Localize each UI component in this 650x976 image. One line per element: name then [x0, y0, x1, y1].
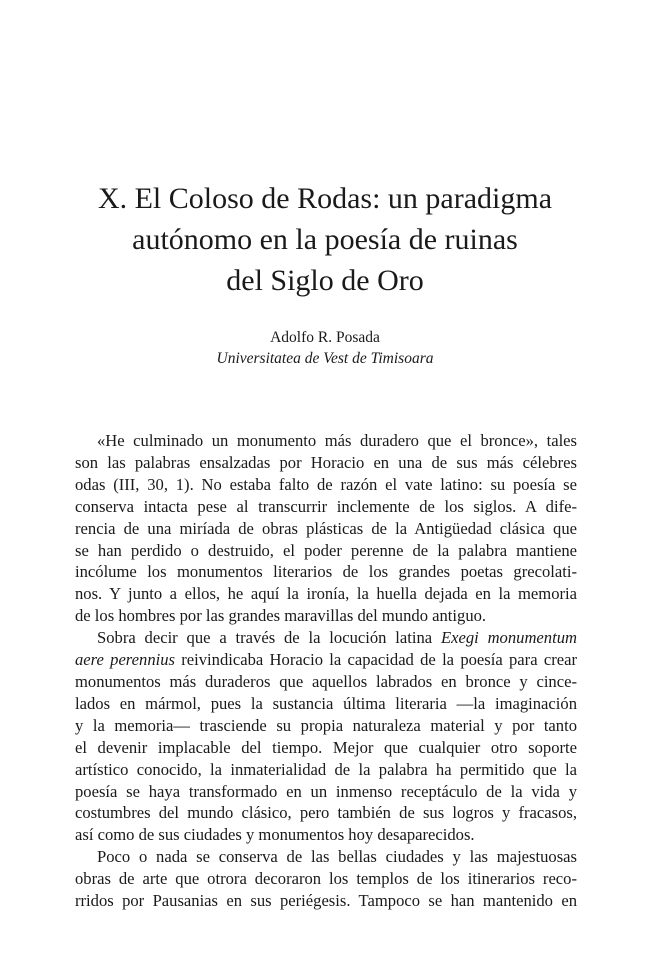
chapter-title — [40, 178, 610, 301]
text-line: lados en mármol, pues la sustancia última literaria —la imaginación — [75, 693, 577, 713]
paragraph-3 — [75, 846, 577, 912]
latin-phrase: Exegi monumentum — [440, 628, 577, 648]
text-line: odas (III, 30, 1). No estaba falto de razón el vate latino: su poesía se — [75, 474, 577, 494]
text-line: Poco o nada se conserva de las bellas ciudades y las majestuosas — [97, 847, 577, 867]
text-line: nos. Y junto a ellos, he aquí la ironía, la huella dejada en la memoria — [75, 584, 577, 604]
text-line: de los hombres por las grandes maravillas del mundo antiguo. — [75, 606, 487, 626]
text-line: obras de arte que otrora decoraron los templos de los itinerarios reco- — [75, 869, 577, 889]
chapter-title-line: X. El Coloso de Rodas: un paradigma — [97, 182, 553, 215]
text-line — [75, 627, 577, 649]
text-line: y la memoria— trasciende su propia naturaleza material y por tanto — [75, 715, 577, 735]
text-line: «He culminado un monumento más duradero que el bronce», tales — [97, 431, 577, 450]
text-line: se han perdido o destruido, el poder perenne de la palabra mantiene — [75, 540, 577, 560]
author-affiliation: Universitatea de Vest de Timisoara — [216, 350, 434, 367]
text-line: rridos por Pausanias en sus periégesis. Tampoco se han mantenido en — [75, 891, 577, 911]
text-line: artístico conocido, la inmaterialidad de la palabra ha permitido que la — [75, 759, 577, 779]
text-line — [75, 649, 577, 671]
paragraph-1 — [75, 430, 577, 627]
text-line: costumbres del mundo clásico, pero también de sus logros y fracasos, — [75, 803, 577, 823]
text-line: incólume los monumentos literarios de los grandes poetas grecolati- — [75, 562, 577, 582]
author-name: Adolfo R. Posada — [270, 329, 380, 346]
text-line: son las palabras ensalzadas por Horacio en una de sus más célebres — [75, 452, 577, 472]
text-segment: reivindicaba Horacio la capacidad de la poesía para crear — [174, 650, 577, 670]
latin-phrase: aere perennius — [75, 650, 175, 670]
chapter-title-line: autónomo en la poesía de ruinas — [132, 223, 518, 256]
text-line: conserva intacta pese al transcurrir inclemente de los siglos. A dife- — [75, 496, 577, 516]
text-segment: Sobra decir que a través de la locución latina — [97, 628, 441, 648]
chapter-title-line: del Siglo de Oro — [226, 264, 424, 297]
text-line: rencia de una miríada de obras plásticas de la Antigüedad clásica que — [75, 518, 577, 538]
text-line: el devenir implacable del tiempo. Mejor que cualquier otro soporte — [75, 737, 577, 757]
text-line: así como de sus ciudades y monumentos hoy desaparecidos. — [75, 825, 475, 845]
text-line: monumentos más duraderos que aquellos labrados en bronce y cince- — [75, 671, 577, 691]
text-line: poesía se haya transformado en un inmenso receptáculo de la vida y — [75, 781, 577, 801]
body-text — [75, 430, 577, 912]
paragraph-2 — [75, 627, 577, 846]
